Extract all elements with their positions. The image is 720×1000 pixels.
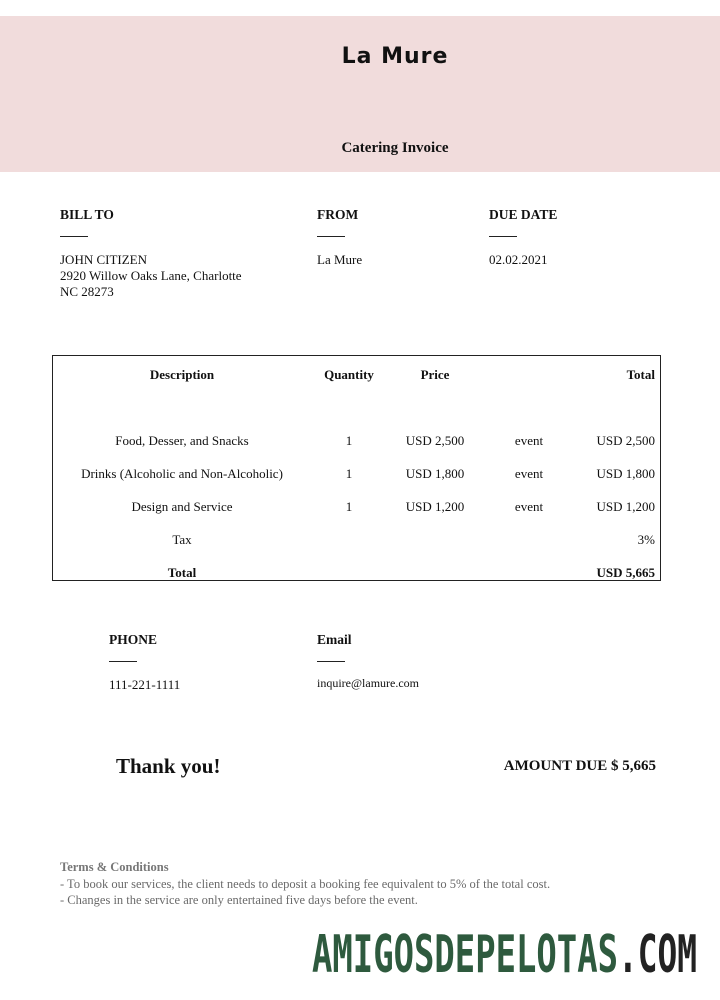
bill-to-address-line2: NC 28273 [60, 284, 114, 299]
tax-label: Tax [172, 532, 192, 547]
header-total: Total [626, 367, 655, 382]
row-2-total: USD 1,800 [596, 466, 655, 481]
header-description: Description [149, 367, 215, 382]
from-label: FROM [317, 207, 359, 222]
divider [317, 236, 345, 237]
from-section [317, 207, 467, 268]
row-1-price: USD 2,500 [405, 433, 465, 448]
row-3-price: USD 1,200 [405, 499, 465, 514]
grand-total-label: Total [167, 565, 197, 580]
watermark-main-text: AMIGOSDEPELOTAS [312, 925, 618, 980]
divider [489, 236, 517, 237]
phone-label: PHONE [109, 632, 158, 647]
divider [60, 236, 88, 237]
row-2-price: USD 1,800 [405, 466, 465, 481]
bill-to-name: JOHN CITIZEN [60, 252, 148, 267]
header-price: Price [420, 367, 450, 382]
row-2-description: Drinks (Alcoholic and Non-Alcoholic) [81, 466, 283, 481]
from-value: La Mure [317, 252, 363, 267]
divider [317, 661, 345, 662]
bill-to-address-line1: 2920 Willow Oaks Lane, Charlotte [60, 268, 242, 283]
row-3-total: USD 1,200 [596, 499, 655, 514]
terms-section [60, 859, 680, 909]
row-2-quantity: 1 [345, 466, 353, 481]
grand-total-value: USD 5,665 [596, 565, 655, 580]
bill-to-label: BILL TO [60, 207, 114, 222]
watermark-suffix-text: .COM [618, 925, 697, 980]
divider [109, 661, 137, 662]
row-1-quantity: 1 [345, 433, 353, 448]
row-3-description: Design and Service [131, 499, 233, 514]
document-title: Catering Invoice [341, 140, 449, 156]
terms-title: Terms & Conditions [60, 860, 169, 874]
row-1-unit: event [514, 433, 544, 448]
header-quantity: Quantity [324, 367, 374, 382]
bill-to-section [60, 207, 300, 300]
email-label: Email [317, 632, 352, 647]
terms-item-2: - Changes in the service are only entertained five days before the event. [60, 893, 418, 907]
email-section [317, 632, 517, 691]
row-3-quantity: 1 [345, 499, 353, 514]
phone-section [109, 632, 289, 693]
email-value: inquire@lamure.com [317, 676, 420, 690]
phone-value: 111-221-1111 [109, 677, 181, 692]
watermark-logo [312, 924, 697, 980]
due-date-label: DUE DATE [489, 207, 558, 222]
invoice-table [52, 355, 661, 581]
company-name: La Mure [341, 44, 449, 69]
amount-due: AMOUNT DUE $ 5,665 [503, 758, 656, 774]
due-date-section [489, 207, 639, 268]
terms-item-1: - To book our services, the client needs to deposit a booking fee equivalent to 5% of the total cost. [60, 876, 551, 891]
row-2-unit: event [514, 466, 544, 481]
tax-value: 3% [637, 532, 655, 547]
thank-you-message: Thank you! [116, 754, 221, 778]
row-1-description: Food, Desser, and Snacks [115, 433, 249, 448]
row-1-total: USD 2,500 [596, 433, 655, 448]
due-date-value: 02.02.2021 [489, 252, 548, 267]
row-3-unit: event [514, 499, 544, 514]
